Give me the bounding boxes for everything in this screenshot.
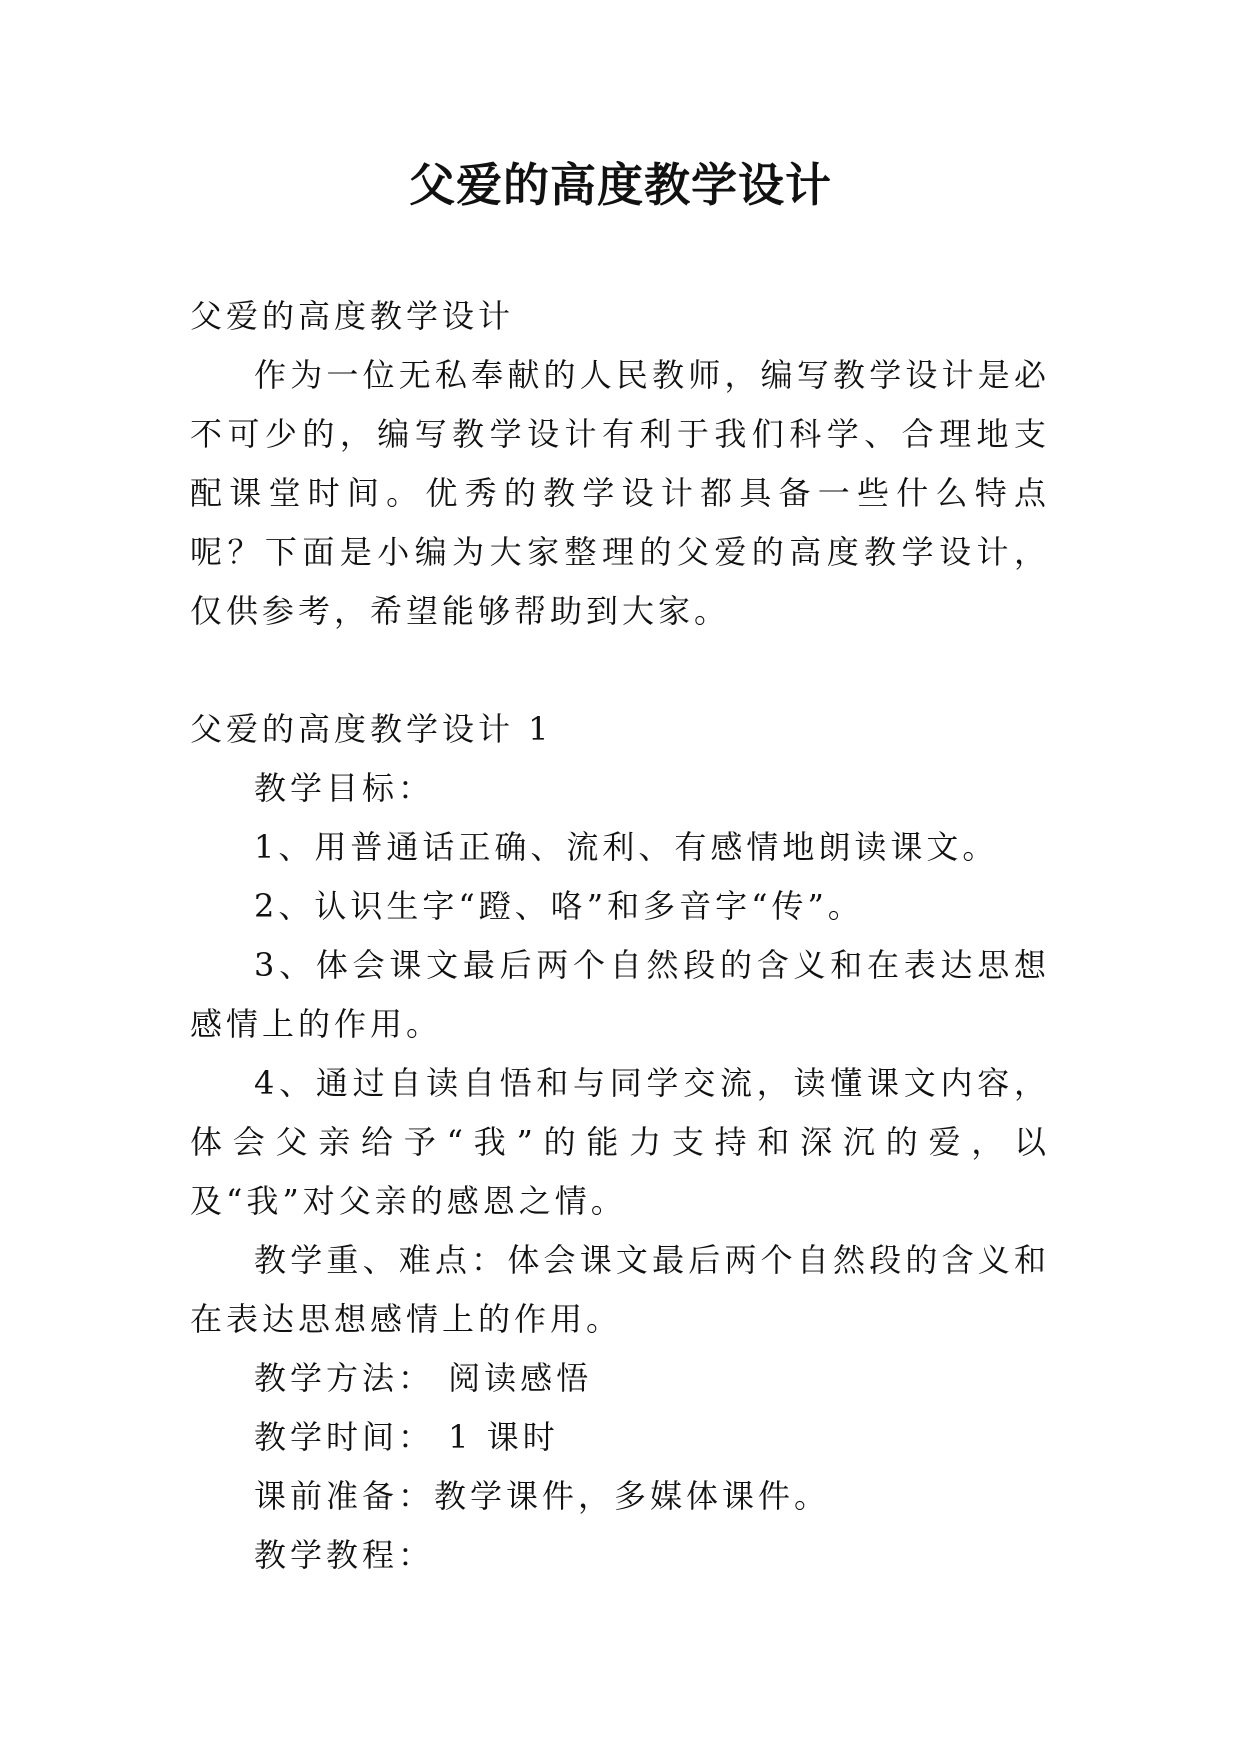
section-heading: 父爱的高度教学设计 1 [190, 710, 553, 748]
teaching-process-heading: 教学教程： [254, 1536, 435, 1574]
goal-item: 2、认识生字“蹬、咯”和多音字“传”。 [254, 887, 864, 925]
teaching-method-line: 教学方法： 阅读感悟 [254, 1359, 593, 1397]
goal-item: 1、用普通话正确、流利、有感情地朗读课文。 [254, 828, 999, 866]
key-points-paragraph: 教学重、难点：体会课文最后两个自然段的含义和在表达思想感情上的作用。 [190, 1241, 1050, 1338]
section-heading: 父爱的高度教学设计 [190, 297, 515, 335]
teaching-time-line: 教学时间： 1 课时 [254, 1418, 559, 1456]
goal-item: 4、通过自读自悟和与同学交流，读懂课文内容，体会父亲给予“我”的能力支持和深沉的爱，以及“我”对父亲的感恩之情。 [190, 1064, 1050, 1220]
preparation-line: 课前准备：教学课件，多媒体课件。 [254, 1477, 831, 1515]
document-title: 父爱的高度教学设计 [409, 158, 832, 212]
teaching-goals-heading: 教学目标： [254, 769, 435, 807]
intro-paragraph: 作为一位无私奉献的人民教师，编写教学设计是必不可少的，编写教学设计有利于我们科学、合理地支配课堂时间。优秀的教学设计都具备一些什么特点呢？下面是小编为大家整理的父爱的高度教学设计，仅供参考，希望能够帮助到大家。 [190, 356, 1050, 630]
goal-item: 3、体会课文最后两个自然段的含义和在表达思想感情上的作用。 [190, 946, 1050, 1043]
document-body [190, 287, 1050, 1585]
paragraph-spacer [190, 641, 1050, 700]
